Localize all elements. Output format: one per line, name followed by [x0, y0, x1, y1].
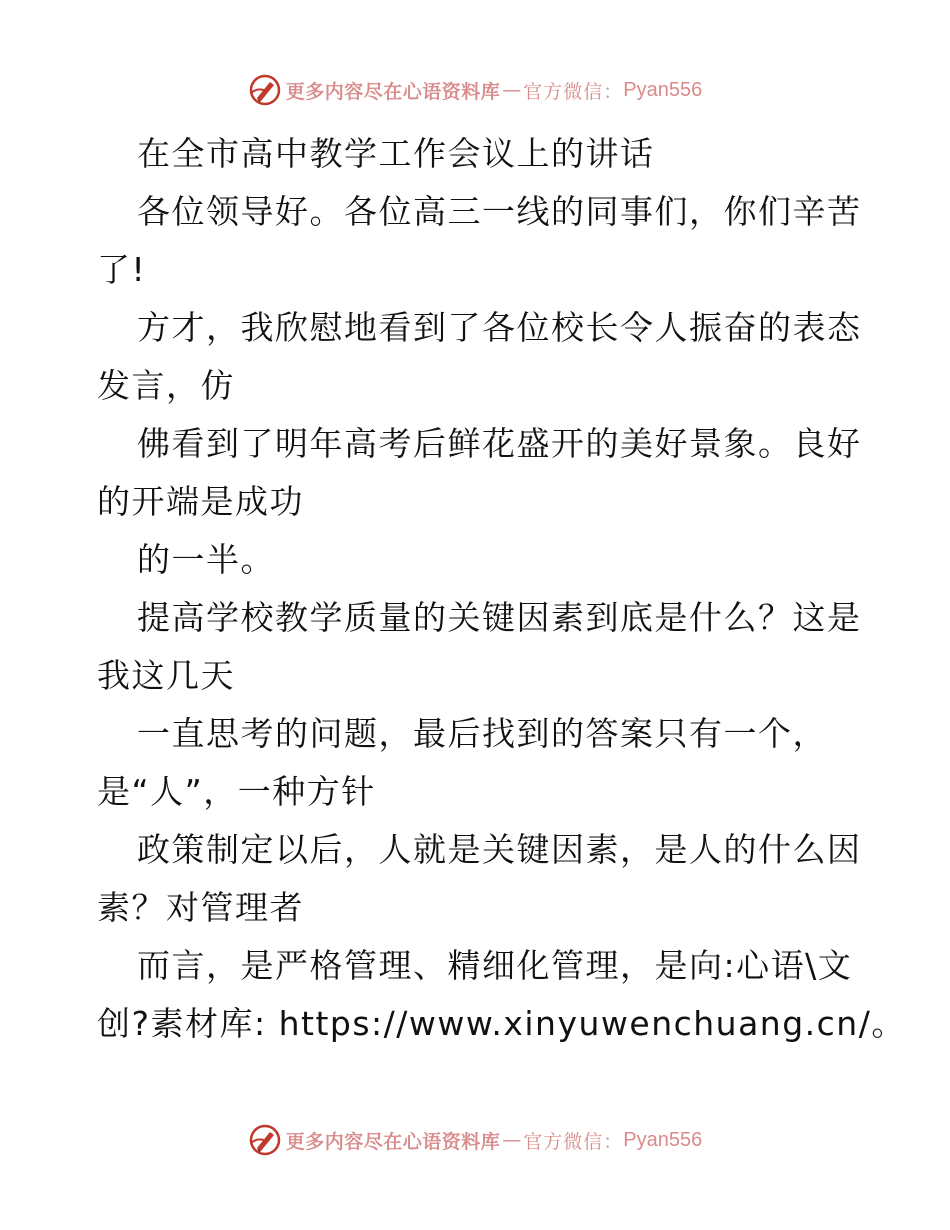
paragraph-line-url: 创?素材库: https://www.xinyuwenchuang.cn/。 [97, 1004, 906, 1043]
wechat-label: 官方微信： [523, 80, 624, 103]
footer-banner [0, 1120, 950, 1160]
library-slogan: 更多内容尽在心语资料库 [285, 80, 501, 103]
library-slogan: 更多内容尽在心语资料库 [285, 1130, 501, 1153]
paragraph-line: 方才，我欣慰地看到了各位校长令人振奋的表态 [137, 308, 862, 347]
paragraph-line: 一直思考的问题，最后找到的答案只有一个， [137, 714, 827, 753]
paragraph-line: 提高学校教学质量的关键因素到底是什么？这是 [137, 598, 862, 637]
wechat-id: Pyan556 [623, 78, 703, 101]
pen-logo-icon [248, 73, 282, 107]
paragraph-line: 发言，仿 [97, 366, 235, 405]
wechat-label: 官方微信： [523, 1130, 624, 1153]
paragraph-line: 政策制定以后，人就是关键因素，是人的什么因 [137, 830, 862, 869]
paragraph-line: 的开端是成功 [97, 482, 304, 521]
banner-dash: — [502, 1129, 522, 1151]
paragraph-line: 的一半。 [137, 540, 275, 579]
paragraph-line: 佛看到了明年高考后鲜花盛开的美好景象。良好 [137, 424, 862, 463]
wechat-id: Pyan556 [623, 1128, 703, 1151]
banner-dash: — [502, 79, 522, 101]
header-banner [0, 70, 950, 110]
paragraph-line: 是“人”，一种方针 [97, 772, 376, 811]
paragraph-line: 了! [97, 250, 147, 289]
paragraph-line: 各位领导好。各位高三一线的同事们，你们辛苦 [137, 192, 862, 231]
pen-logo-icon [248, 1123, 282, 1157]
paragraph-line: 而言，是严格管理、精细化管理，是向:心语\文 [137, 946, 853, 985]
paragraph-line: 素？对管理者 [97, 888, 304, 927]
document-title: 在全市高中教学工作会议上的讲话 [137, 134, 655, 173]
paragraph-line: 我这几天 [97, 656, 235, 695]
